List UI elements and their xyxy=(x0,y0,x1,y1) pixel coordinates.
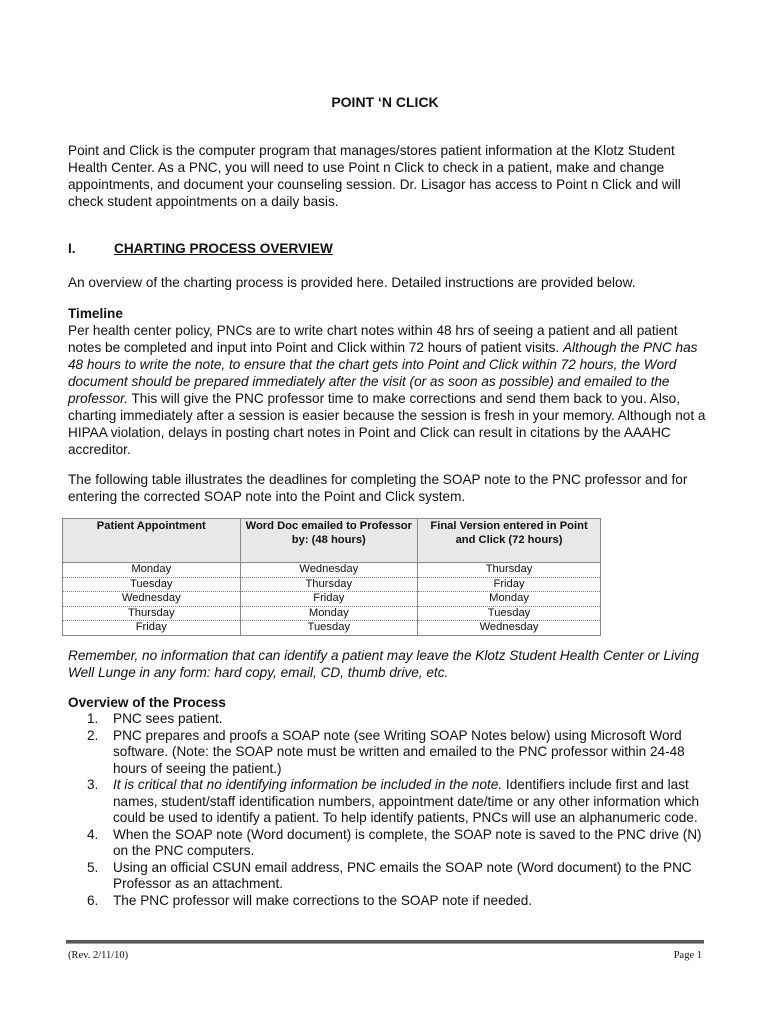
list-item xyxy=(68,860,708,893)
timeline-paragraph xyxy=(68,322,708,458)
list-item-text: Using an official CSUN email address, PNC emails the SOAP note (Word document) to the PNC Professor as an attachment. xyxy=(113,859,692,891)
table-cell: Thursday xyxy=(63,606,241,621)
list-item xyxy=(68,777,708,827)
table-cell: Wednesday xyxy=(418,621,601,636)
table-row xyxy=(63,577,601,592)
table-cell: Tuesday xyxy=(418,606,601,621)
timeline-text-2: This will give the PNC professor time to make corrections and send them back to you. Also, charting immediately after a session is easier because the session is fresh in your memory. Although not a HIPAA violation, delays in posting chart notes in Point and Click can result in citations by the AAAHC accreditor. xyxy=(68,391,706,457)
list-item-text: PNC sees patient. xyxy=(113,711,223,726)
list-item xyxy=(68,728,708,778)
table-row xyxy=(63,563,601,578)
table-cell: Friday xyxy=(63,621,241,636)
process-heading: Overview of the Process xyxy=(68,695,226,710)
deadlines-table xyxy=(62,518,601,636)
list-item-text: The PNC professor will make corrections to the SOAP note if needed. xyxy=(113,892,533,908)
list-item-text: When the SOAP note (Word document) is complete, the SOAP note is saved to the PNC drive (N) on the PNC computers. xyxy=(113,826,702,858)
table-row xyxy=(63,592,601,607)
table-row xyxy=(63,606,601,621)
timeline-text-1: Per health center policy, PNCs are to write chart notes within 48 hrs of seeing a patient and all patient notes be completed and input into Point and Click within 72 hours of patient visits. xyxy=(68,323,678,355)
list-item xyxy=(68,711,708,728)
table-header: Final Version entered in Point and Click (72 hours) xyxy=(418,519,601,563)
table-intro-paragraph: The following table illustrates the deadlines for completing the SOAP note to the PNC professor and for entering the corrected SOAP note into the Point and Click system. xyxy=(68,472,688,504)
list-item-number: 5. xyxy=(87,859,99,875)
remember-paragraph: Remember, no information that can identify a patient may leave the Klotz Student Health Center or Living Well Lunge in any form: hard copy, email, CD, thumb drive, etc. xyxy=(68,648,699,680)
list-item-number: 6. xyxy=(87,892,99,908)
table-cell: Wednesday xyxy=(63,592,241,607)
table-row xyxy=(63,621,601,636)
table-cell: Wednesday xyxy=(240,563,418,578)
table-header-row xyxy=(63,519,601,563)
list-item xyxy=(68,893,708,910)
table-cell: Monday xyxy=(63,563,241,578)
list-item-number: 1. xyxy=(87,711,99,726)
section-title: CHARTING PROCESS OVERVIEW xyxy=(114,241,333,256)
table-cell: Tuesday xyxy=(240,621,418,636)
list-item-number: 4. xyxy=(87,826,99,842)
list-item-number: 3. xyxy=(87,777,99,792)
list-item-text: Identifiers include first and last names, student/staff identification numbers, appointment date/time or any other information which could be used to identify a patient. To help identify patients, PNCs will use an alphanumeric code. xyxy=(113,777,700,825)
list-item-number: 2. xyxy=(87,727,99,743)
table-cell: Thursday xyxy=(418,563,601,578)
process-steps-list xyxy=(68,711,708,909)
timeline-heading: Timeline xyxy=(68,306,123,321)
table-cell: Thursday xyxy=(240,577,418,592)
table-cell: Friday xyxy=(240,592,418,607)
revision-label: (Rev. 2/11/10) xyxy=(68,950,129,961)
footer-divider xyxy=(66,940,704,944)
overview-paragraph: An overview of the charting process is provided here. Detailed instructions are provided below. xyxy=(68,275,636,290)
table-header: Patient Appointment xyxy=(63,519,241,563)
page-number: Page 1 xyxy=(673,950,702,961)
list-item-italic-text: It is critical that no identifying information be included in the note. xyxy=(113,777,503,792)
section-number: I. xyxy=(68,241,76,256)
table-cell: Monday xyxy=(418,592,601,607)
page-title: POINT ‘N CLICK xyxy=(331,94,439,110)
list-item-text: PNC prepares and proofs a SOAP note (see Writing SOAP Notes below) using Microsoft Word software. (Note: the SOAP note must be written and emailed to the PNC professor within 24-48 hours of seeing the patient.) xyxy=(113,727,685,776)
section-heading xyxy=(68,241,333,256)
table-cell: Tuesday xyxy=(63,577,241,592)
table-cell: Friday xyxy=(418,577,601,592)
timeline-italic-text: Although the PNC has 48 hours to write the note, to ensure that the chart gets into Point and Click within 72 hours, the Word document should be prepared immediately after the visit (or as soon as possible) and emailed to the professor. xyxy=(68,340,698,406)
list-item xyxy=(68,827,708,860)
table-header: Word Doc emailed to Professor by: (48 hours) xyxy=(240,519,418,563)
table-cell: Monday xyxy=(240,606,418,621)
intro-paragraph: Point and Click is the computer program that manages/stores patient information at the Klotz Student Health Center. As a PNC, you will need to use Point n Click to check in a patient, make and change appointments, and document your counseling session. Dr. Lisagor has access to Point n Click and will check student appointments on a daily basis. xyxy=(68,143,681,209)
